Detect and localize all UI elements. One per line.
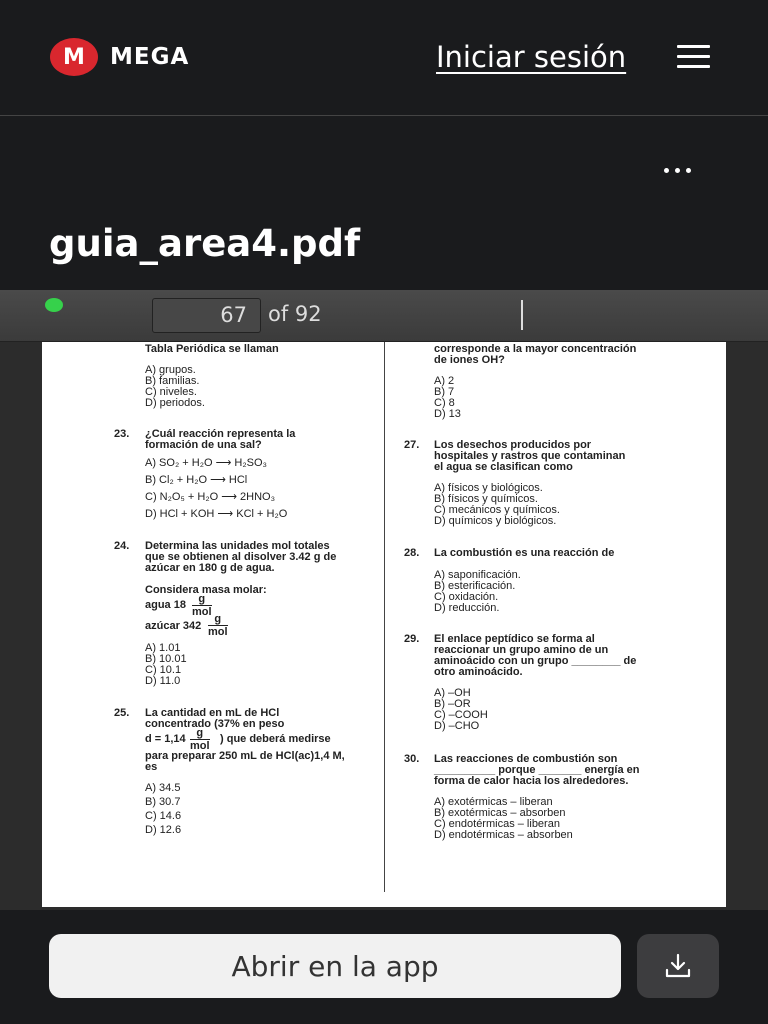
fraction-denominator: mol: [190, 740, 210, 752]
fraction: [190, 728, 210, 752]
left-text-line: C) 10.1: [145, 664, 182, 676]
right-text-line: C) endotérmicas – liberan: [434, 818, 560, 830]
left-text-line: que se obtienen al disolver 3.42 g de: [145, 551, 337, 563]
right-text-line: A) exotérmicas – liberan: [434, 796, 553, 808]
right-text-line: B) –OR: [434, 698, 471, 710]
left-text-line: 24.: [114, 540, 130, 552]
left-text-line: A) 34.5: [145, 782, 181, 794]
right-text-line: C) 8: [434, 397, 455, 409]
right-text-line: forma de calor hacia los alrededores.: [434, 775, 629, 787]
left-text-line: A) grupos.: [145, 364, 196, 376]
fraction-numerator: g: [208, 614, 228, 626]
fraction-numerator: g: [190, 728, 210, 740]
mega-logo-text: MEGA: [110, 44, 190, 70]
right-text-line: D) reducción.: [434, 602, 500, 614]
right-text-line: A) saponificación.: [434, 569, 521, 581]
left-text-line: B) 10.01: [145, 653, 187, 665]
right-text-line: D) –CHO: [434, 720, 480, 732]
right-text-line: B) esterificación.: [434, 580, 516, 592]
right-text-line: aminoácido con un grupo ________ de: [434, 655, 637, 667]
right-text-line: de iones OH?: [434, 354, 505, 366]
left-text-line: formación de una sal?: [145, 439, 262, 451]
left-text-line: A) SO₂ + H₂O ⟶ H₂SO₃: [145, 457, 267, 469]
top-navigation-bar: [0, 0, 768, 116]
right-text-line: A) físicos y biológicos.: [434, 482, 543, 494]
right-text-line: B) físicos y químicos.: [434, 493, 538, 505]
right-text-line: B) exotérmicas – absorben: [434, 807, 566, 819]
left-text-line: concentrado (37% en peso: [145, 718, 285, 730]
right-text-line: A) –OH: [434, 687, 471, 699]
fraction-numerator: g: [192, 594, 212, 606]
left-text-line: D) HCl + KOH ⟶ KCl + H₂O: [145, 508, 288, 520]
right-text-line: __________ porque _______ energía en: [434, 764, 640, 776]
viewer-toolbar: [0, 290, 768, 342]
left-text-line: D) 11.0: [145, 675, 181, 687]
right-text-line: Las reacciones de combustión son: [434, 753, 618, 765]
left-text-line: B) Cl₂ + H₂O ⟶ HCl: [145, 474, 248, 486]
right-text-line: Los desechos producidos por: [434, 439, 592, 451]
mega-logo-badge: M: [50, 38, 98, 76]
pdf-page: [42, 342, 726, 907]
left-text-line: B) 30.7: [145, 796, 181, 808]
right-text-line: C) mecánicos y químicos.: [434, 504, 560, 516]
right-text-line: C) –COOH: [434, 709, 488, 721]
page-number-input[interactable]: 67: [152, 298, 261, 333]
right-text-line: reaccionar un grupo amino de un: [434, 644, 609, 656]
left-text-line: C) 14.6: [145, 810, 182, 822]
left-text-line: ¿Cuál reacción representa la: [145, 428, 296, 440]
right-text-line: D) 13: [434, 408, 461, 420]
right-text-line: B) 7: [434, 386, 455, 398]
right-text-line: C) oxidación.: [434, 591, 499, 603]
left-text-line: para preparar 250 mL de HCl(ac)1,4 M,: [145, 750, 345, 762]
left-text-line: B) familias.: [145, 375, 200, 387]
file-name: guia_area4.pdf: [49, 222, 361, 265]
bottom-bar: [0, 910, 768, 1024]
left-text-line: D) periodos.: [145, 397, 205, 409]
right-text-line: El enlace peptídico se forma al: [434, 633, 595, 645]
hamburger-icon[interactable]: [677, 45, 710, 69]
more-options-icon[interactable]: [664, 160, 698, 180]
right-text-line: corresponde a la mayor concentración: [434, 343, 637, 355]
right-text-line: A) 2: [434, 375, 455, 387]
left-text-line: 23.: [114, 428, 130, 440]
right-text-line: 29.: [404, 633, 420, 645]
left-text-line: azúcar 342: [145, 620, 202, 632]
right-text-line: 28.: [404, 547, 420, 559]
status-dot-icon: [45, 298, 63, 312]
left-text-line: Tabla Periódica se llaman: [145, 343, 279, 355]
signin-link[interactable]: Iniciar sesión: [436, 40, 627, 74]
right-text-line: el agua se clasifican como: [434, 461, 573, 473]
column-divider: [384, 342, 385, 892]
left-text-line: ) que deberá medirse: [220, 733, 331, 745]
left-text-line: C) N₂O₅ + H₂O ⟶ 2HNO₃: [145, 491, 276, 503]
open-in-app-button[interactable]: Abrir en la app: [49, 934, 621, 998]
left-text-line: agua 18: [145, 599, 186, 611]
fraction: [208, 614, 228, 638]
pdf-viewer[interactable]: [0, 290, 768, 910]
left-text-line: D) 12.6: [145, 824, 182, 836]
right-text-line: 30.: [404, 753, 420, 765]
download-button[interactable]: [637, 934, 719, 998]
right-text-line: 27.: [404, 439, 420, 451]
right-text-line: D) químicos y biológicos.: [434, 515, 557, 527]
left-text-line: Determina las unidades mol totales: [145, 540, 330, 552]
toolbar-divider: [521, 300, 523, 330]
download-icon: [664, 953, 692, 979]
page-total: of 92: [268, 302, 322, 326]
right-text-line: hospitales y rastros que contaminan: [434, 450, 626, 462]
left-text-line: 25.: [114, 707, 130, 719]
left-text-line: Considera masa molar:: [145, 584, 267, 596]
left-text-line: C) niveles.: [145, 386, 197, 398]
mega-logo[interactable]: [50, 38, 189, 76]
right-text-line: La combustión es una reacción de: [434, 547, 615, 559]
fraction-denominator: mol: [192, 606, 212, 618]
fraction-denominator: mol: [208, 626, 228, 638]
left-text-line: A) 1.01: [145, 642, 181, 654]
right-text-line: D) endotérmicas – absorben: [434, 829, 573, 841]
left-text-line: La cantidad en mL de HCl: [145, 707, 280, 719]
left-text-line: es: [145, 761, 158, 773]
right-text-line: otro aminoácido.: [434, 666, 523, 678]
left-text-line: d = 1,14: [145, 733, 186, 745]
left-text-line: azúcar en 180 g de agua.: [145, 562, 275, 574]
